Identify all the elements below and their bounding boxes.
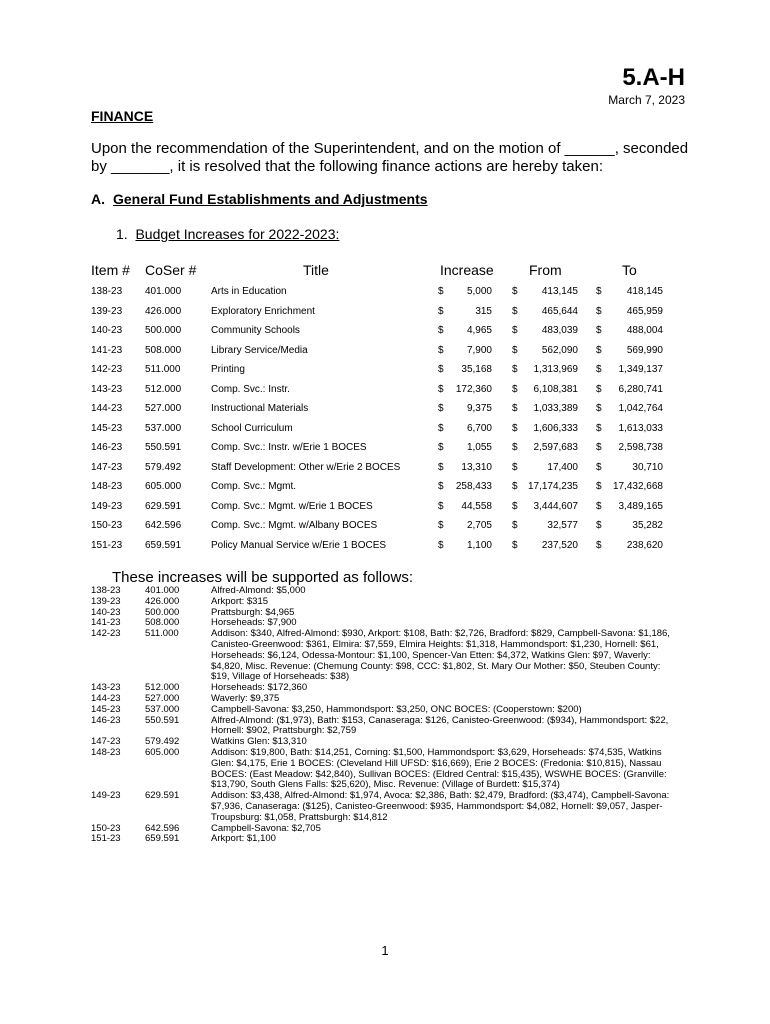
cell-coser: 550.591 bbox=[145, 442, 182, 453]
cell-increase-currency: $ bbox=[438, 520, 444, 531]
cell-to-currency: $ bbox=[596, 403, 602, 414]
support-row bbox=[0, 597, 770, 608]
cell-to: 238,620 bbox=[626, 539, 663, 551]
cell-from-currency: $ bbox=[512, 481, 518, 492]
cell-to: 569,990 bbox=[626, 344, 663, 356]
cell-increase: 6,700 bbox=[466, 422, 492, 434]
cell-increase: 4,965 bbox=[466, 325, 492, 336]
document-number: 5.A-H bbox=[622, 64, 685, 91]
support-item: 151-23 bbox=[91, 833, 121, 845]
support-text: Arkport: $1,100 bbox=[211, 833, 276, 845]
support-item: 142-23 bbox=[91, 628, 121, 640]
support-item: 140-23 bbox=[91, 606, 121, 618]
subsection-title: General Fund Establishments and Adjustments bbox=[113, 191, 428, 207]
table-row bbox=[0, 380, 770, 400]
cell-coser: 605.000 bbox=[145, 481, 182, 492]
cell-to: 1,613,033 bbox=[618, 422, 663, 434]
subsection-letter: A. bbox=[91, 191, 105, 207]
cell-to-currency: $ bbox=[596, 286, 602, 297]
support-text: Arkport: $315 bbox=[211, 595, 269, 607]
cell-increase: 9,375 bbox=[466, 403, 492, 414]
cell-increase-currency: $ bbox=[438, 383, 444, 395]
cell-increase-currency: $ bbox=[438, 422, 444, 434]
cell-coser: 537.000 bbox=[145, 422, 182, 434]
cell-to: 6,280,741 bbox=[618, 383, 663, 395]
support-coser: 426.000 bbox=[145, 595, 180, 607]
table-row bbox=[0, 302, 770, 322]
support-text: Addison: $340, Alfred-Almond: $930, Arkport: $108, Bath: $2,726, Bradford: $829, Campbell-Savona: $1,186, Canisteo-Greenwood: $361, Elmira: $7,559, Elmira Heights: $1,318, Hammondsport: $1,230, Hornell: $61, Horseheads: $6,124, Odessa-Montour: $1,100, Spencer-Van Etten: $4,372, Watkins Glen: $97, Waverly: $4,820, Misc. Revenue: (Chemung County: $98, CCC: $1,802, St. Mary Our Mother: $50, Steuben County: $19, Village of Horseheads: $38) bbox=[211, 628, 670, 683]
cell-from-currency: $ bbox=[512, 383, 518, 395]
table-row bbox=[0, 399, 770, 419]
cell-to: 3,489,165 bbox=[618, 500, 663, 512]
cell-increase: 258,433 bbox=[455, 481, 492, 492]
cell-from: 1,313,969 bbox=[533, 364, 578, 375]
cell-coser: 512.000 bbox=[145, 383, 182, 395]
column-header-increase: Increase bbox=[440, 262, 494, 278]
support-text: Addison: $3,438, Alfred-Almond: $1,974, Avoca: $2,386, Bath: $2,479, Bradford: ($3,474), Campbell-Savona: $7,936, Canaseraga: ($125), Canisteo-Greenwood: $935, Hammondsport: $4,082, Hornell: $9,057, Jasper-Troupsburg: $1,058, Prattsburgh: $14,812 bbox=[211, 790, 670, 823]
cell-increase: 1,055 bbox=[466, 442, 492, 453]
cell-from-currency: $ bbox=[512, 286, 518, 297]
cell-item: 145-23 bbox=[91, 422, 123, 434]
cell-increase: 44,558 bbox=[461, 500, 492, 512]
cell-item: 144-23 bbox=[91, 403, 123, 414]
support-coser: 550.591 bbox=[145, 714, 180, 726]
support-item: 147-23 bbox=[91, 736, 121, 748]
item-heading-number: 1. bbox=[116, 226, 128, 242]
cell-to-currency: $ bbox=[596, 481, 602, 492]
cell-from: 6,108,381 bbox=[533, 383, 578, 395]
cell-from: 562,090 bbox=[541, 344, 578, 356]
support-text: Alfred-Almond: $5,000 bbox=[211, 585, 306, 596]
support-row bbox=[0, 716, 770, 738]
cell-increase: 172,360 bbox=[455, 383, 492, 395]
cell-from: 1,033,389 bbox=[533, 403, 578, 414]
cell-coser: 511.000 bbox=[145, 364, 181, 375]
cell-increase: 5,000 bbox=[466, 286, 492, 297]
support-row bbox=[0, 629, 770, 683]
support-row bbox=[0, 834, 770, 845]
cell-increase: 315 bbox=[475, 305, 492, 317]
cell-coser: 401.000 bbox=[145, 286, 182, 297]
cell-to: 17,432,668 bbox=[612, 481, 663, 492]
cell-from: 32,577 bbox=[547, 520, 578, 531]
cell-from: 3,444,607 bbox=[533, 500, 578, 512]
table-row bbox=[0, 536, 770, 556]
table-row bbox=[0, 458, 770, 478]
cell-from: 2,597,683 bbox=[533, 442, 578, 453]
support-text: Horseheads: $172,360 bbox=[211, 682, 308, 694]
cell-title: School Curriculum bbox=[211, 422, 293, 434]
support-text: Horseheads: $7,900 bbox=[211, 617, 297, 629]
cell-to-currency: $ bbox=[596, 461, 602, 473]
cell-increase-currency: $ bbox=[438, 500, 444, 512]
table-row bbox=[0, 321, 770, 341]
cell-from: 17,400 bbox=[547, 461, 578, 473]
support-item: 139-23 bbox=[91, 595, 121, 607]
cell-title: Arts in Education bbox=[211, 286, 287, 297]
cell-from: 413,145 bbox=[541, 286, 578, 297]
support-coser: 605.000 bbox=[145, 746, 180, 758]
cell-to: 465,959 bbox=[626, 305, 663, 317]
support-item: 138-23 bbox=[91, 585, 121, 596]
cell-increase-currency: $ bbox=[438, 539, 444, 551]
cell-to-currency: $ bbox=[596, 364, 602, 375]
cell-to: 35,282 bbox=[632, 520, 663, 531]
section-title: FINANCE bbox=[91, 108, 154, 124]
table-row bbox=[0, 477, 770, 497]
table-row bbox=[0, 341, 770, 361]
intro-paragraph: Upon the recommendation of the Superintendent, and on the motion of ______, seconded by _______, it is resolved that the following finance actions are hereby taken: bbox=[91, 140, 689, 175]
support-coser: 629.591 bbox=[145, 790, 180, 802]
support-text: Prattsburgh: $4,965 bbox=[211, 606, 295, 618]
cell-item: 147-23 bbox=[91, 461, 123, 473]
cell-title: Comp. Svc.: Instr. bbox=[211, 383, 290, 395]
cell-from: 17,174,235 bbox=[527, 481, 578, 492]
column-header-title: Title bbox=[303, 262, 329, 278]
cell-title: Comp. Svc.: Instr. w/Erie 1 BOCES bbox=[211, 442, 367, 453]
support-coser: 537.000 bbox=[145, 703, 180, 715]
cell-item: 149-23 bbox=[91, 500, 123, 512]
cell-item: 151-23 bbox=[91, 539, 123, 551]
item-heading-title: Budget Increases for 2022-2023: bbox=[135, 226, 340, 242]
cell-from-currency: $ bbox=[512, 500, 518, 512]
cell-increase-currency: $ bbox=[438, 364, 444, 375]
support-text: Addison: $19,800, Bath: $14,251, Corning: $1,500, Hammondsport: $3,629, Horseheads: $74,535, Watkins Glen: $4,175, Erie 1 BOCES: (Cleveland Hill UFSD: $16,669), Erie 2 BOCES: (Fredonia: $10,815), Nassau BOCES: (East Meadow: $42,840), Sullivan BOCES: (Eldred Central: $15,435), WSWHE BOCES: (Granville: $13,790, South Glens Falls: $25,620), Misc. Revenue: (Village of Burdett: $15,374) bbox=[211, 746, 667, 791]
cell-coser: 508.000 bbox=[145, 344, 182, 356]
cell-to: 2,598,738 bbox=[618, 442, 663, 453]
item-heading bbox=[116, 226, 339, 242]
cell-from: 1,606,333 bbox=[533, 422, 578, 434]
support-text: Campbell-Savona: $3,250, Hammondsport: $3,250, ONC BOCES: (Cooperstown: $200) bbox=[211, 703, 582, 715]
support-item: 141-23 bbox=[91, 617, 121, 629]
cell-from-currency: $ bbox=[512, 344, 518, 356]
cell-to: 418,145 bbox=[626, 286, 663, 297]
cell-increase: 2,705 bbox=[466, 520, 492, 531]
cell-to: 488,004 bbox=[626, 325, 663, 336]
support-row bbox=[0, 791, 770, 823]
support-coser: 659.591 bbox=[145, 833, 180, 845]
cell-to-currency: $ bbox=[596, 539, 602, 551]
cell-increase-currency: $ bbox=[438, 481, 444, 492]
cell-increase-currency: $ bbox=[438, 442, 444, 453]
column-header-item: Item # bbox=[91, 262, 130, 278]
cell-from: 237,520 bbox=[541, 539, 578, 551]
cell-from-currency: $ bbox=[512, 422, 518, 434]
cell-coser: 642.596 bbox=[145, 520, 182, 531]
cell-to-currency: $ bbox=[596, 305, 602, 317]
support-text: Campbell-Savona: $2,705 bbox=[211, 822, 321, 834]
support-coser: 500.000 bbox=[145, 606, 180, 618]
support-item: 145-23 bbox=[91, 703, 121, 715]
cell-to-currency: $ bbox=[596, 442, 602, 453]
cell-coser: 629.591 bbox=[145, 500, 182, 512]
cell-from: 465,644 bbox=[541, 305, 578, 317]
cell-coser: 426.000 bbox=[145, 305, 182, 317]
cell-title: Comp. Svc.: Mgmt. bbox=[211, 481, 297, 492]
cell-item: 148-23 bbox=[91, 481, 123, 492]
support-coser: 511.000 bbox=[145, 628, 179, 640]
table-row bbox=[0, 497, 770, 517]
cell-increase: 1,100 bbox=[466, 539, 492, 551]
support-text: Alfred-Almond: ($1,973), Bath: $153, Canaseraga: $126, Canisteo-Greenwood: ($934), Hammondsport: $22, Hornell: $902, Prattsburgh: $2,759 bbox=[211, 714, 669, 737]
support-heading: These increases will be supported as follows: bbox=[112, 569, 413, 586]
cell-title: Comp. Svc.: Mgmt. w/Erie 1 BOCES bbox=[211, 500, 373, 512]
table-header bbox=[0, 262, 770, 280]
cell-increase-currency: $ bbox=[438, 344, 444, 356]
table-row bbox=[0, 282, 770, 302]
table-row bbox=[0, 438, 770, 458]
cell-from: 483,039 bbox=[541, 325, 578, 336]
cell-to-currency: $ bbox=[596, 500, 602, 512]
cell-coser: 579.492 bbox=[145, 461, 182, 473]
column-header-to: To bbox=[622, 262, 637, 278]
budget-table-body bbox=[0, 282, 770, 555]
cell-title: Exploratory Enrichment bbox=[211, 305, 315, 317]
cell-from-currency: $ bbox=[512, 539, 518, 551]
cell-from-currency: $ bbox=[512, 442, 518, 453]
cell-item: 141-23 bbox=[91, 344, 123, 356]
support-item: 150-23 bbox=[91, 822, 121, 834]
cell-from-currency: $ bbox=[512, 461, 518, 473]
cell-item: 142-23 bbox=[91, 364, 123, 375]
cell-to-currency: $ bbox=[596, 325, 602, 336]
cell-item: 140-23 bbox=[91, 325, 123, 336]
support-item: 143-23 bbox=[91, 682, 121, 694]
cell-item: 138-23 bbox=[91, 286, 123, 297]
cell-coser: 500.000 bbox=[145, 325, 182, 336]
cell-to-currency: $ bbox=[596, 422, 602, 434]
support-row bbox=[0, 705, 770, 716]
support-coser: 527.000 bbox=[145, 692, 180, 704]
table-row bbox=[0, 419, 770, 439]
cell-title: Instructional Materials bbox=[211, 403, 309, 414]
support-item: 149-23 bbox=[91, 790, 121, 802]
support-coser: 508.000 bbox=[145, 617, 180, 629]
cell-coser: 659.591 bbox=[145, 539, 182, 551]
cell-from-currency: $ bbox=[512, 403, 518, 414]
cell-increase-currency: $ bbox=[438, 461, 444, 473]
cell-title: Policy Manual Service w/Erie 1 BOCES bbox=[211, 539, 387, 551]
table-row bbox=[0, 516, 770, 536]
cell-to: 1,349,137 bbox=[618, 364, 663, 375]
cell-increase-currency: $ bbox=[438, 403, 444, 414]
cell-to: 30,710 bbox=[632, 461, 663, 473]
support-row bbox=[0, 748, 770, 791]
cell-from-currency: $ bbox=[512, 325, 518, 336]
cell-title: Community Schools bbox=[211, 325, 300, 336]
cell-from-currency: $ bbox=[512, 520, 518, 531]
column-header-coser: CoSer # bbox=[145, 262, 197, 278]
support-text: Waverly: $9,375 bbox=[211, 692, 280, 704]
cell-increase-currency: $ bbox=[438, 325, 444, 336]
column-header-from: From bbox=[529, 262, 562, 278]
table-row bbox=[0, 360, 770, 380]
cell-title: Library Service/Media bbox=[211, 344, 308, 356]
cell-item: 146-23 bbox=[91, 442, 123, 453]
subsection-heading bbox=[91, 191, 428, 207]
page-number: 1 bbox=[381, 943, 389, 958]
cell-item: 150-23 bbox=[91, 520, 123, 531]
document-date: March 7, 2023 bbox=[608, 93, 685, 107]
cell-coser: 527.000 bbox=[145, 403, 182, 414]
cell-to-currency: $ bbox=[596, 383, 602, 395]
cell-title: Comp. Svc.: Mgmt. w/Albany BOCES bbox=[211, 520, 378, 531]
cell-to: 1,042,764 bbox=[618, 403, 663, 414]
support-text: Watkins Glen: $13,310 bbox=[211, 736, 307, 748]
support-coser: 642.596 bbox=[145, 822, 180, 834]
cell-to-currency: $ bbox=[596, 520, 602, 531]
cell-item: 143-23 bbox=[91, 383, 123, 395]
support-coser: 579.492 bbox=[145, 736, 180, 748]
cell-increase-currency: $ bbox=[438, 305, 444, 317]
support-coser: 401.000 bbox=[145, 585, 180, 596]
cell-from-currency: $ bbox=[512, 305, 518, 317]
cell-item: 139-23 bbox=[91, 305, 123, 317]
support-item: 146-23 bbox=[91, 714, 121, 726]
support-list bbox=[0, 586, 770, 845]
cell-increase: 13,310 bbox=[461, 461, 492, 473]
cell-to-currency: $ bbox=[596, 344, 602, 356]
cell-title: Staff Development: Other w/Erie 2 BOCES bbox=[211, 461, 401, 473]
cell-increase: 7,900 bbox=[466, 344, 492, 356]
support-item: 148-23 bbox=[91, 746, 121, 758]
cell-title: Printing bbox=[211, 364, 245, 375]
support-coser: 512.000 bbox=[145, 682, 180, 694]
cell-from-currency: $ bbox=[512, 364, 518, 375]
support-item: 144-23 bbox=[91, 692, 121, 704]
cell-increase-currency: $ bbox=[438, 286, 444, 297]
cell-increase: 35,168 bbox=[461, 364, 492, 375]
